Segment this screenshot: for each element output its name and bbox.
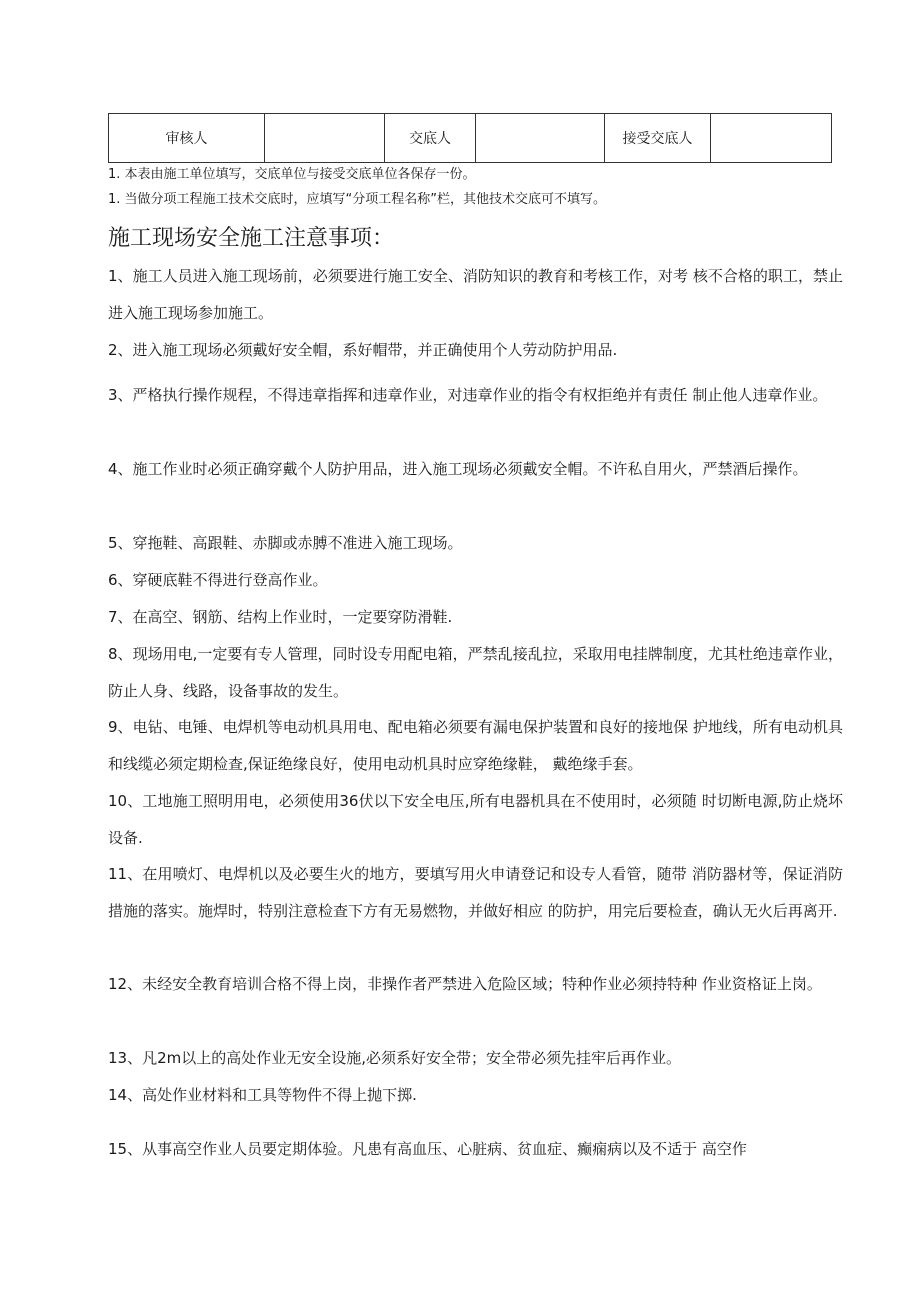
safety-item-1: 1、施工人员进入施工现场前，必须要进行施工安全、消防知识的教育和考核工作，对考 核不合格的职工，禁止进入施工现场参加施工。 [108, 267, 843, 322]
form-note-1: 1. 本表由施工单位填写，交底单位与接受交底单位各保存一份。 [108, 167, 476, 182]
signature-table [108, 113, 832, 163]
signature-row [109, 114, 832, 163]
safety-item-3: 3、严格执行操作规程，不得违章指挥和违章作业，对违章作业的指令有权拒绝并有责任 制止他人违章作业。 [108, 386, 828, 404]
safety-item-12: 12、未经安全教育培训合格不得上岗，非操作者严禁进入危险区域；特种作业必须持特种 作业资格证上岗。 [108, 975, 822, 993]
safety-item-14: 14、高处作业材料和工具等物件不得上抛下掷. [108, 1086, 417, 1104]
safety-item-7: 7、在高空、钢筋、结构上作业时，一定要穿防滑鞋. [108, 608, 453, 626]
briefer-field[interactable] [476, 114, 605, 163]
page-title: 施工现场安全施工注意事项： [108, 226, 395, 251]
safety-item-8: 8、现场用电,一定要有专人管理，同时设专用配电箱，严禁乱接乱拉，采取用电挂牌制度，尤其杜绝违章作业，防止人身、线路，设备事故的发生。 [108, 645, 843, 700]
receiver-label: 接受交底人 [605, 114, 711, 163]
safety-item-11: 11、在用喷灯、电焊机以及必要生火的地方，要填写用火申请登记和设专人看管，随带 消防器材等，保证消防措施的落实。施焊时，特别注意检查下方有无易燃物，并做好相应 的防护，用完后要检查，确认无火后再离开. [108, 865, 843, 920]
safety-item-4: 4、施工作业时必须正确穿戴个人防护用品，进入施工现场必须戴安全帽。不许私自用火，严禁酒后操作。 [108, 460, 808, 478]
safety-item-2: 2、进入施工现场必须戴好安全帽，系好帽带，并正确使用个人劳动防护用品. [108, 341, 618, 359]
safety-item-9: 9、电钻、电锤、电焊机等电动机具用电、配电箱必须要有漏电保护装置和良好的接地保 护地线，所有电动机具和线缆必须定期检查,保证绝缘良好，使用电动机具时应穿绝缘鞋， 戴绝缘手套。 [108, 718, 843, 773]
reviewer-label: 审核人 [109, 114, 265, 163]
reviewer-field[interactable] [265, 114, 385, 163]
form-note-2: 1. 当做分项工程施工技术交底时，应填写“分项工程名称”栏，其他技术交底可不填写。 [108, 192, 607, 207]
safety-item-15: 15、从事高空作业人员要定期体验。凡患有高血压、心脏病、贫血症、癫痫病以及不适于 高空作 [108, 1140, 747, 1158]
safety-item-6: 6、穿硬底鞋不得进行登高作业。 [108, 571, 328, 589]
briefer-label: 交底人 [385, 114, 476, 163]
safety-item-10: 10、工地施工照明用电，必须使用36伏以下安全电压,所有电器机具在不使用时，必须随 时切断电源,防止烧坏设备. [108, 792, 843, 847]
safety-item-5: 5、穿拖鞋、高跟鞋、赤脚或赤膊不准进入施工现场。 [108, 534, 463, 552]
receiver-field[interactable] [711, 114, 832, 163]
safety-item-13: 13、凡2m以上的高处作业无安全设施,必须系好安全带；安全带必须先挂牢后再作业。 [108, 1049, 682, 1067]
